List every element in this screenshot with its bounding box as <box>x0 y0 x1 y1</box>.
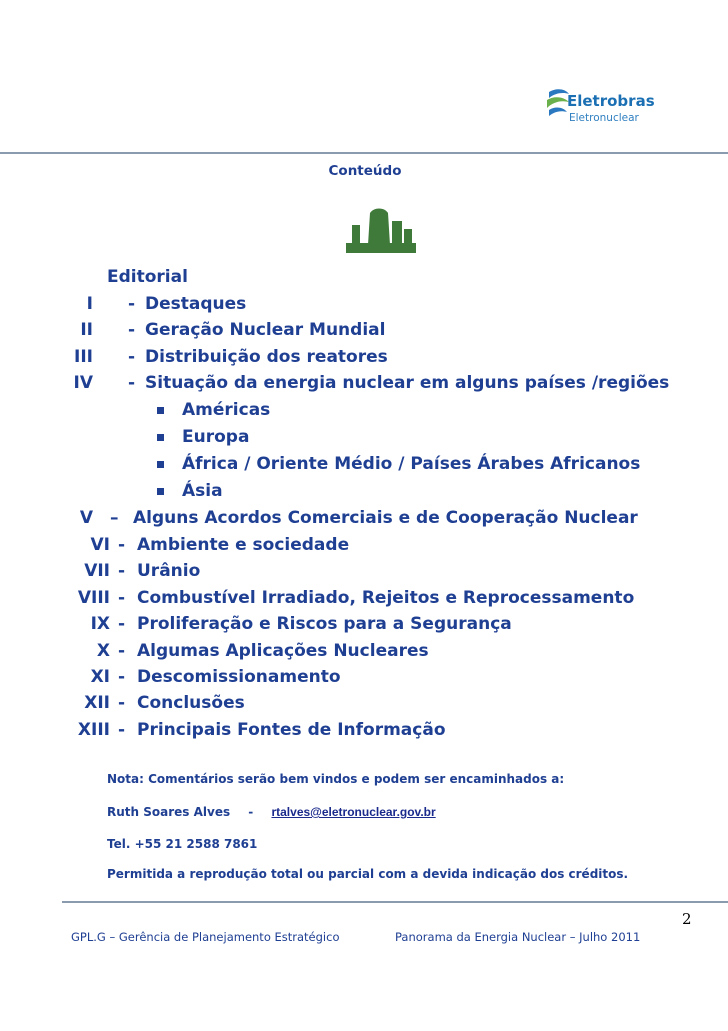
toc-item-number: IV <box>73 373 93 393</box>
footer-right-text: Panorama da Energia Nuclear – Julho 2011 <box>395 930 641 944</box>
toc-item-number: VIII <box>77 588 110 608</box>
toc-item-separator: - <box>118 641 126 661</box>
square-bullet-icon <box>157 434 164 441</box>
toc-item-text: Alguns Acordos Comerciais e de Cooperação Nuclear <box>133 508 638 528</box>
toc-item-number: I <box>86 294 93 314</box>
toc-item <box>0 533 700 558</box>
toc-item-text: Situação da energia nuclear em alguns países /regiões <box>145 373 670 393</box>
toc-subitem <box>0 452 700 477</box>
toc-item <box>0 665 700 690</box>
toc-item-editorial <box>0 265 700 290</box>
square-bullet-icon <box>157 488 164 495</box>
toc-item-number: VII <box>84 561 110 581</box>
toc-subitem <box>0 398 700 423</box>
toc-subitem <box>0 425 700 450</box>
toc-item-text: Editorial <box>107 267 188 287</box>
toc-item-number: XII <box>84 693 110 713</box>
square-bullet-icon <box>157 407 164 414</box>
toc-item-text: Combustível Irradiado, Rejeitos e Reprocessamento <box>137 588 635 608</box>
toc-item-number: X <box>96 641 110 661</box>
toc-item <box>0 691 700 716</box>
toc-item-text: Distribuição dos reatores <box>145 347 388 367</box>
header-divider <box>0 152 728 154</box>
toc-item-separator: - <box>118 535 126 555</box>
permission-text: Permitida a reprodução total ou parcial com a devida indicação dos créditos. <box>107 867 629 881</box>
toc-item <box>0 345 700 370</box>
toc-item <box>0 559 700 584</box>
company-logo <box>545 86 655 136</box>
toc-item-separator: - <box>118 588 126 608</box>
toc-item-separator: - <box>118 561 126 581</box>
page-title: Conteúdo <box>328 163 402 179</box>
toc-subitem-text: Ásia <box>182 481 223 501</box>
toc-subitem-text: Europa <box>182 427 250 447</box>
note-text: Nota: Comentários serão bem vindos e podem ser encaminhados a: <box>107 772 565 786</box>
toc-item-separator: - <box>128 347 136 367</box>
toc-item <box>0 612 700 637</box>
toc-item-separator: - <box>118 693 126 713</box>
toc-item-separator: - <box>118 720 126 740</box>
toc-item-text: Descomissionamento <box>137 667 341 687</box>
toc-item-number: XI <box>90 667 110 687</box>
toc-item-number: V <box>79 508 93 528</box>
toc-subitem-text: Américas <box>182 400 271 420</box>
contact-dash: - <box>248 805 254 819</box>
toc-item-separator: - <box>128 294 136 314</box>
toc-item <box>0 318 700 343</box>
contact-name: Ruth Soares Alves <box>107 805 231 819</box>
toc-item-number: II <box>80 320 93 340</box>
toc-item <box>0 639 700 664</box>
toc-item-separator: – <box>110 508 119 528</box>
toc-subitem <box>0 479 700 504</box>
toc-item-text: Destaques <box>145 294 247 314</box>
toc-item-text: Geração Nuclear Mundial <box>145 320 386 340</box>
contact-email-link[interactable]: rtalves@eletronuclear.gov.br <box>271 805 436 819</box>
toc-item-separator: - <box>118 614 126 634</box>
toc-item-separator: - <box>118 667 126 687</box>
toc-item <box>0 292 700 317</box>
toc-item <box>0 506 700 531</box>
contact-phone: Tel. +55 21 2588 7861 <box>107 837 258 851</box>
toc-item-separator: - <box>128 320 136 340</box>
toc-item <box>0 586 700 611</box>
logo-brand-text: Eletrobras <box>567 92 655 110</box>
toc-item-number: VI <box>90 535 110 555</box>
toc-item-text: Ambiente e sociedade <box>137 535 350 555</box>
table-of-contents <box>0 265 700 745</box>
toc-item-text: Principais Fontes de Informação <box>137 720 446 740</box>
toc-item-number: XIII <box>77 720 110 740</box>
toc-item-text: Urânio <box>137 561 201 581</box>
toc-item-number: IX <box>90 614 110 634</box>
toc-item-separator: - <box>128 373 136 393</box>
logo-subtitle-text: Eletronuclear <box>569 112 639 124</box>
toc-item-text: Proliferação e Riscos para a Segurança <box>137 614 512 634</box>
toc-item <box>0 371 700 396</box>
toc-item-text: Conclusões <box>137 693 245 713</box>
page-number: 2 <box>682 910 692 928</box>
toc-item <box>0 718 700 743</box>
square-bullet-icon <box>157 461 164 468</box>
footer-left-text: GPL.G – Gerência de Planejamento Estratégico <box>71 930 340 944</box>
toc-item-number: III <box>74 347 93 367</box>
toc-item-text: Algumas Aplicações Nucleares <box>137 641 429 661</box>
contact-line <box>107 805 436 819</box>
toc-subitem-text: África / Oriente Médio / Países Árabes Africanos <box>182 454 641 474</box>
footer-divider <box>62 901 728 903</box>
power-plant-icon <box>346 203 416 253</box>
